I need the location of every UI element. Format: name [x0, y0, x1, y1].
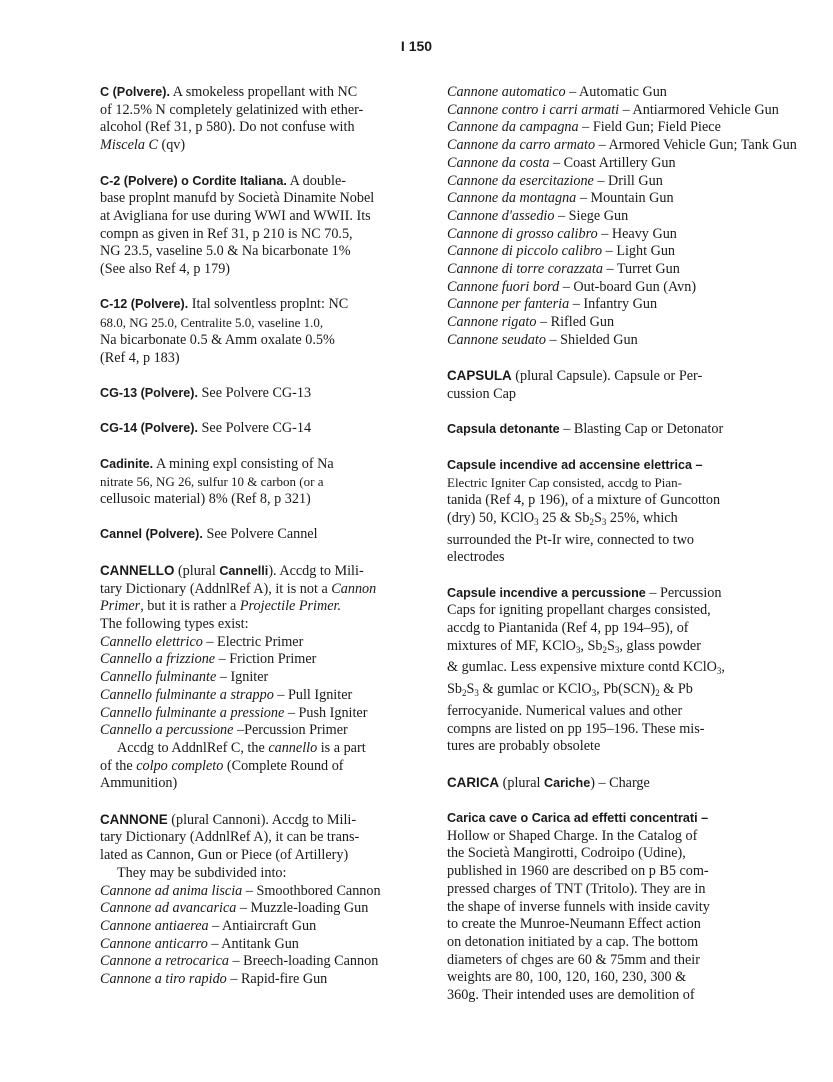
entry-heading: CANNELLO [100, 562, 175, 578]
entry-text: compn as given in Ref 31, p 210 is NC 70.5, [100, 225, 353, 242]
list-item: Cannone ad avancarica – Muzzle-loading Gun [100, 900, 369, 917]
plural-form: Cannelli [219, 563, 269, 578]
list-item: Cannone seudato – Shielded Gun [447, 331, 638, 348]
entry-text: – Percussion [645, 584, 722, 601]
list-item: Cannone automatico – Automatic Gun [447, 84, 667, 100]
formula-line: $Sb_2S_3$ & gumlac or KClO$_3$, $Pb(SCN)_2$ & Pb [447, 681, 693, 699]
formula-line: & gumlac. Less expensive mixture contd KClO$_3$, [447, 659, 725, 677]
term: Cannon [331, 580, 377, 597]
list-item: Cannone fuori bord – Out-board Gun (Avn) [447, 278, 697, 295]
entry-text: is a part [317, 739, 366, 756]
entry-text: They may be subdivided into: [117, 864, 287, 881]
left-column [100, 84, 420, 1006]
entry-cg14 [100, 420, 420, 438]
entry-text: Caps for igniting propellant charges consisted, [447, 602, 711, 619]
entry-text: cellusoic material) 8% (Ref 8, p 321) [100, 491, 311, 508]
entry-cannone-continued [447, 84, 831, 350]
entry-text: Ammunition) [100, 775, 178, 792]
entry-text: ferrocyanide. Numerical values and other [447, 702, 683, 719]
entry-c-polvere [100, 84, 420, 155]
list-item: Cannone antiaerea – Antiaircraft Gun [100, 917, 317, 934]
entry-text: of 12.5% N completely gelatinized with ether- [100, 101, 364, 118]
entry-text: alcohol (Ref 31, p 580). Do not confuse with [100, 119, 355, 136]
term: colpo completo [136, 757, 224, 774]
entry-text: on detonation initiated by a cap. The bottom [447, 933, 699, 950]
entry-cannel [100, 526, 420, 544]
entry-text: of the [100, 757, 137, 774]
entry-capsule-percussione [447, 585, 831, 756]
entry-text: (plural [499, 774, 544, 791]
entry-text: (plural [511, 368, 557, 385]
entry-text: published in 1960 are described on p B5 com- [447, 863, 709, 880]
list-item: Cannone di piccolo calibro – Light Gun [447, 243, 676, 260]
entry-text: 68.0, NG 25.0, Centralite 5.0, vaseline 1.0, [100, 315, 324, 331]
entry-heading: Capsule incendive a percussione [447, 585, 646, 600]
list-item: Cannone di torre corazzata – Turret Gun [447, 261, 680, 278]
entry-capsula [447, 367, 831, 403]
entry-cg13 [100, 385, 420, 403]
list-item: Cannone contro i carri armati – Antiarmored Vehicle Gun [447, 101, 779, 118]
entry-text: Accdg to AddnlRef C, the [117, 739, 269, 756]
list-item: Cannone per fanteria – Infantry Gun [447, 296, 658, 313]
entry-text: tary Dictionary (AddnlRef A), it can be trans- [100, 829, 360, 846]
entry-heading: CG-14 (Polvere). [100, 421, 198, 436]
entry-text: ). Capsule or Per- [602, 368, 703, 385]
entry-text: diameters of chges are 60 & 75mm and their [447, 951, 700, 968]
entry-text: the shape of inverse funnels with inside cavity [447, 898, 710, 915]
entry-heading: Cadinite. [100, 456, 154, 471]
list-item: Cannone a tiro rapido – Rapid-fire Gun [100, 971, 328, 988]
entry-text: A mining expl consisting of Na [155, 455, 334, 472]
entry-capsule-elettrica [447, 457, 831, 567]
entry-text: electrodes [447, 549, 505, 566]
list-item: Cannone ad anima liscia – Smoothbored Cannon [100, 882, 381, 899]
entry-text: Electric Igniter Cap consisted, accdg to Pian- [447, 475, 683, 491]
term: Primer [100, 598, 141, 615]
list-item: Cannone di grosso calibro – Heavy Gun [447, 225, 677, 242]
list-item: Cannone da montagna – Mountain Gun [447, 190, 674, 207]
term: Projectile Primer. [239, 598, 342, 615]
entry-c12 [100, 296, 420, 367]
entry-c2 [100, 173, 420, 279]
entry-text: at Avigliana for use during WWI and WWII. Its [100, 207, 371, 224]
entry-text: 360g. Their intended uses are demolition of [447, 987, 695, 1004]
page-number: I 150 [400, 38, 433, 54]
entry-heading: CG-13 (Polvere). [100, 385, 198, 400]
entry-text: accdg to Piantanida (Ref 4, pp 194–95), of [447, 620, 689, 637]
list-item: Cannone d'assedio – Siege Gun [447, 207, 629, 224]
formula-line: mixtures of MF, KClO$_3$, $Sb_2S_3$, glass powder [447, 637, 701, 655]
list-item: Cannone anticarro – Antitank Gun [100, 935, 299, 952]
list-item: Cannello elettrico – Electric Primer [100, 633, 304, 650]
entry-text: See Polvere CG-14 [201, 420, 312, 437]
entry-carica [447, 774, 831, 793]
entry-text: to create the Munroe-Neumann Effect action [447, 916, 701, 933]
plural-form: Capsule [556, 368, 603, 385]
list-item: Cannone rigato – Rifled Gun [447, 314, 615, 331]
entry-text: surrounded the Pt-Ir wire, connected to two [447, 531, 695, 548]
entry-text: ). Accdg to Mili- [260, 811, 357, 828]
entry-text: Hollow or Shaped Charge. In the Catalog of [447, 827, 698, 844]
list-item: Cannello fulminante a pressione – Push Igniter [100, 704, 368, 721]
right-column [447, 84, 831, 1022]
entry-text: See Polvere Cannel [206, 526, 318, 543]
formula-line: (dry) 50, KClO$_3$ 25 & $Sb_2S_3$ 25%, which [447, 509, 678, 527]
entry-text: cussion Cap [447, 385, 516, 402]
list-item: Cannone a retrocarica – Breech-loading Cannon [100, 953, 379, 970]
entry-heading: C-2 (Polvere) o Cordite Italiana. [100, 173, 287, 188]
entry-text: (See also Ref 4, p 179) [100, 261, 231, 278]
entry-heading: Capsula detonante [447, 422, 560, 437]
entry-text: nitrate 56, NG 26, sulfur 10 & carbon (or a [100, 474, 324, 490]
list-item: Cannello fulminante a strappo – Pull Igniter [100, 686, 353, 703]
list-item: Cannone da carro armato – Armored Vehicle Gun; Tank Gun [447, 137, 797, 154]
list-item: Cannone da campagna – Field Gun; Field Piece [447, 119, 721, 136]
list-item: Cannello a frizzione – Friction Primer [100, 651, 317, 668]
entry-text: tanida (Ref 4, p 196), of a mixture of Guncotton [447, 492, 721, 509]
entry-carica-cave [447, 810, 831, 1005]
list-item: Cannone da costa – Coast Artillery Gun [447, 154, 676, 171]
entry-text: (Complete Round of [223, 757, 344, 774]
term: cannello [268, 739, 318, 756]
entry-text: A double- [289, 172, 346, 189]
list-item: Cannone da esercitazione – Drill Gun [447, 172, 663, 189]
list-item: Cannello a percussione –Percussion Primer [100, 722, 348, 739]
entry-text: tary Dictionary (AddnlRef A), it is not a [100, 580, 332, 597]
entry-heading: Carica cave o Carica ad effetti concentrati – [447, 811, 709, 826]
entry-text: ) – Charge [590, 774, 650, 791]
entry-heading: CANNONE [100, 811, 168, 827]
entry-text: Na bicarbonate 0.5 & Amm oxalate 0.5% [100, 331, 335, 348]
entry-text: The following types exist: [100, 615, 249, 632]
entry-text: pressed charges of TNT (Tritolo). They are in [447, 880, 706, 897]
entry-text: base proplnt manufd by Società Dinamite Nobel [100, 190, 375, 207]
entry-heading: Capsule incendive ad accensine elettrica – [447, 457, 703, 472]
entry-text: See Polvere CG-13 [201, 384, 312, 401]
entry-heading: Cannel (Polvere). [100, 527, 203, 542]
entry-cannone [100, 811, 420, 989]
entry-text: (Ref 4, p 183) [100, 349, 180, 366]
entry-text: the Società Mangirotti, Codroipo (Udine), [447, 845, 686, 862]
entry-text: Ital solventless proplnt: NC [191, 296, 349, 313]
entry-text: A smokeless propellant with NC [172, 84, 358, 100]
entry-text: weights are 80, 100, 120, 160, 230, 300 & [447, 969, 687, 986]
list-item: Cannello fulminante – Igniter [100, 669, 269, 686]
entry-text: ). Accdg to Mili- [268, 562, 364, 579]
entry-text: (plural [167, 811, 213, 828]
entry-cadinite [100, 456, 420, 509]
plural-form: Cariche [544, 775, 591, 790]
entry-text: lated as Cannon, Gun or Piece (of Artillery) [100, 847, 349, 864]
entry-heading: C-12 (Polvere). [100, 297, 189, 312]
entry-text: tures are probably obsolete [447, 738, 601, 755]
entry-text: (qv) [157, 137, 186, 154]
entry-text: , but it is rather a [140, 598, 240, 615]
entry-text: – Blasting Cap or Detonator [559, 421, 724, 438]
entry-heading: C (Polvere). [100, 85, 170, 99]
entry-heading: CAPSULA [447, 368, 512, 384]
entry-text: NG 23.5, vaseline 5.0 & Na bicarbonate 1% [100, 243, 351, 260]
term: Miscela C [100, 137, 158, 154]
plural-form: Cannoni [212, 811, 261, 828]
entry-heading: CARICA [447, 774, 500, 790]
entry-text: (plural [174, 562, 220, 579]
entry-capsula-detonante [447, 421, 831, 439]
entry-text: compns are listed on pp 195–196. These mis- [447, 720, 705, 737]
entry-cannello [100, 562, 420, 793]
